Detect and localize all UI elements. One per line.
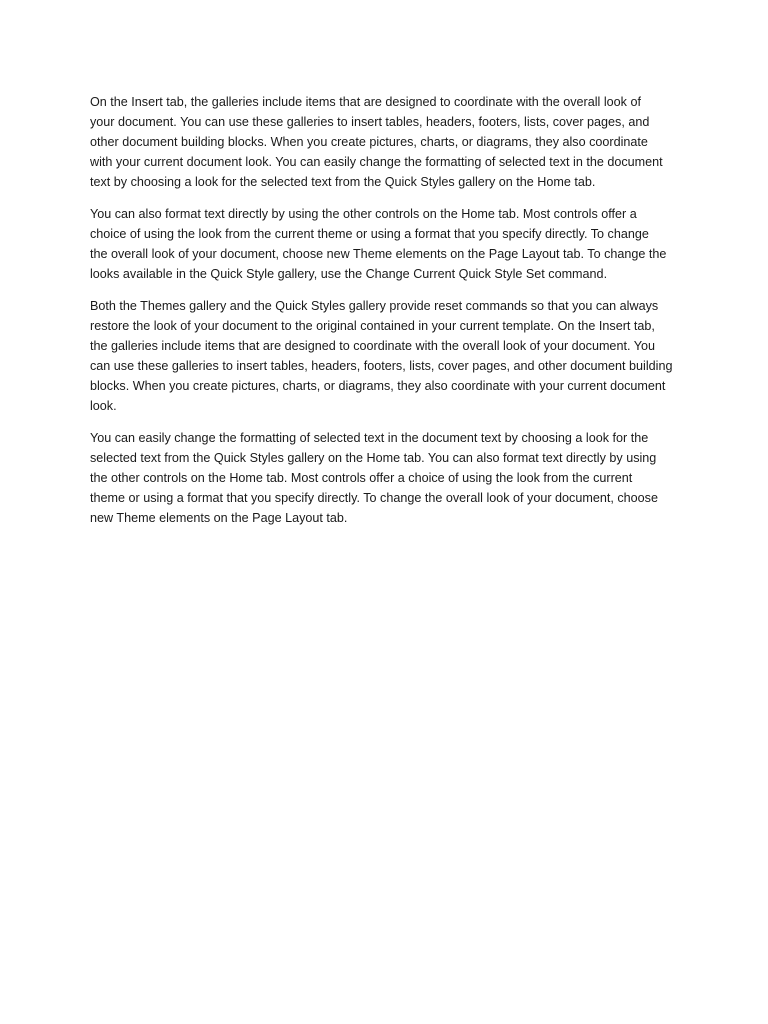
paragraph-line: the overall look of your document, choose new Theme elements on the Page Layout tab. To change the <box>90 247 667 261</box>
paragraph-2 <box>90 204 680 284</box>
paragraph-line: can use these galleries to insert tables, headers, footers, lists, cover pages, and other document building <box>90 359 673 373</box>
paragraph-line: restore the look of your document to the original contained in your current template. On the Insert tab, <box>90 319 655 333</box>
paragraph-line: blocks. When you create pictures, charts, or diagrams, they also coordinate with your current document <box>90 379 666 393</box>
paragraph-3 <box>90 296 680 416</box>
paragraph-line: theme or using a format that you specify directly. To change the overall look of your document, choose <box>90 491 658 505</box>
paragraph-line: choice of using the look from the current theme or using a format that you specify directly. To change <box>90 227 649 241</box>
paragraph-4 <box>90 428 680 528</box>
paragraph-line: the other controls on the Home tab. Most controls offer a choice of using the look from the current <box>90 471 633 485</box>
paragraph-1 <box>90 92 680 192</box>
paragraph-line: looks available in the Quick Style gallery, use the Change Current Quick Style Set command. <box>90 267 608 281</box>
paragraph-line: selected text from the Quick Styles gallery on the Home tab. You can also format text directly by using <box>90 451 657 465</box>
paragraph-line: You can also format text directly by using the other controls on the Home tab. Most controls offer a <box>90 207 637 221</box>
paragraph-line: On the Insert tab, the galleries include items that are designed to coordinate with the overall look of <box>90 95 641 109</box>
paragraph-line: You can easily change the formatting of selected text in the document text by choosing a look for the <box>90 431 649 445</box>
paragraph-line: look. <box>90 399 117 413</box>
paragraph-line: your document. You can use these galleries to insert tables, headers, footers, lists, cover pages, and <box>90 115 650 129</box>
paragraph-line: the galleries include items that are designed to coordinate with the overall look of your document. You <box>90 339 655 353</box>
paragraph-line: other document building blocks. When you create pictures, charts, or diagrams, they also coordinate <box>90 135 648 149</box>
paragraph-line: Both the Themes gallery and the Quick Styles gallery provide reset commands so that you can always <box>90 299 659 313</box>
document-body <box>90 92 680 540</box>
paragraph-line: text by choosing a look for the selected text from the Quick Styles gallery on the Home tab. <box>90 175 596 189</box>
paragraph-line: with your current document look. You can easily change the formatting of selected text in the document <box>90 155 663 169</box>
paragraph-line: new Theme elements on the Page Layout tab. <box>90 511 348 525</box>
